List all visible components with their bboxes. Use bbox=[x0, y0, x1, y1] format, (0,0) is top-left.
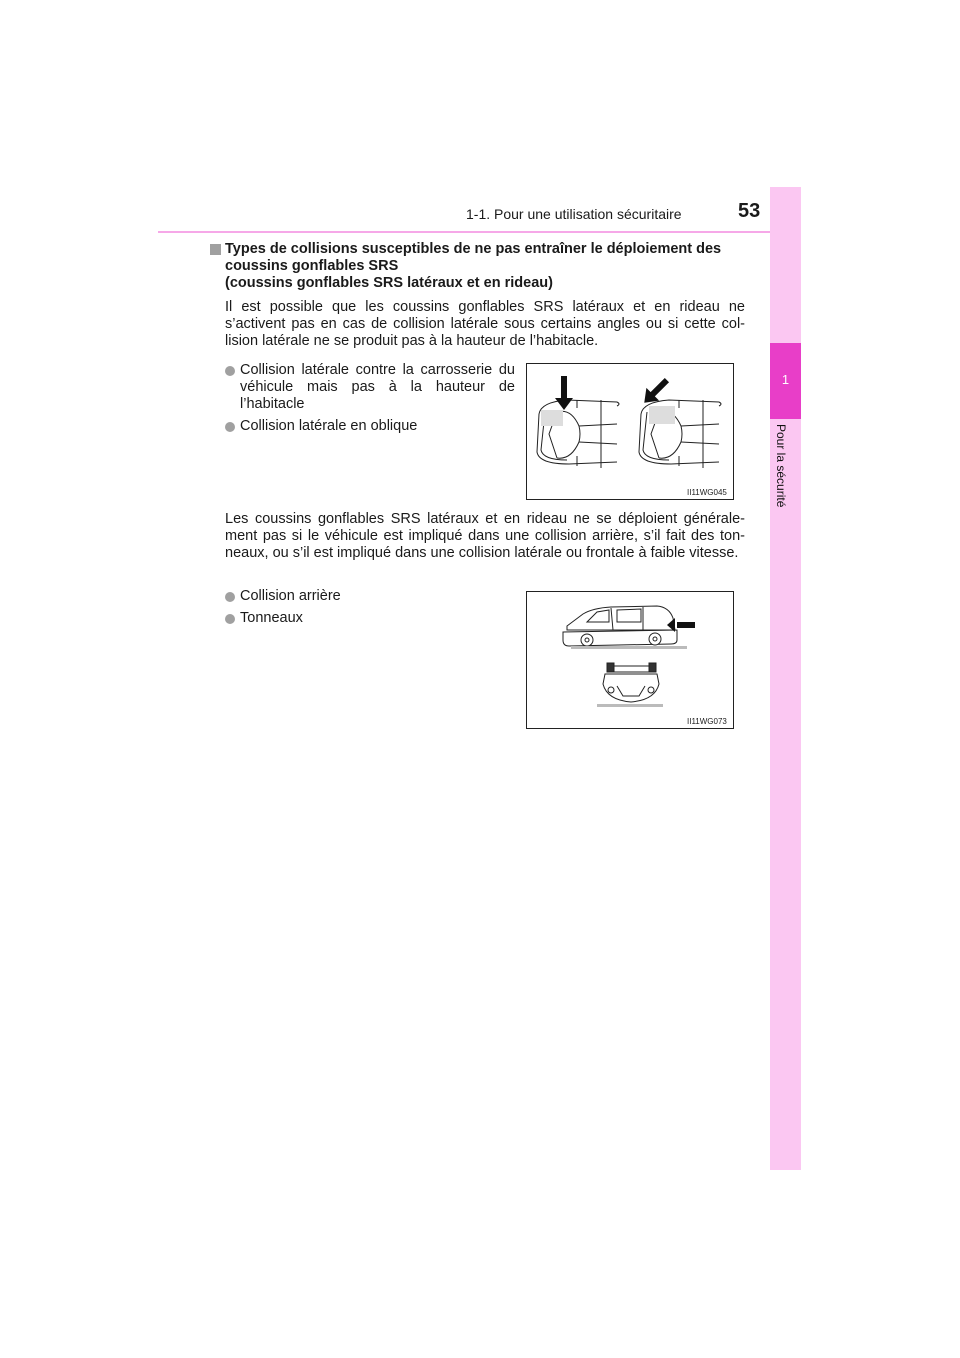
ground-line bbox=[597, 704, 663, 707]
bullet-item: Collision latérale contre la carrosserie du véhicule mais pas à la hauteur de l’habitacle bbox=[240, 362, 515, 412]
chapter-side-tab bbox=[770, 187, 801, 1170]
side-collision-illustration bbox=[527, 364, 733, 499]
section-heading-line: coussins gonflables SRS bbox=[225, 258, 399, 274]
header-rule bbox=[158, 231, 800, 233]
bullet-icon bbox=[225, 422, 235, 432]
bullet-icon bbox=[225, 366, 235, 376]
section-marker-icon bbox=[210, 244, 221, 255]
bullet-item: Collision latérale en oblique bbox=[240, 418, 418, 434]
figure-rear-collision-rollover bbox=[526, 591, 734, 729]
ground-line bbox=[571, 646, 687, 649]
impact-zone bbox=[649, 406, 675, 424]
arrow-left-icon bbox=[677, 622, 695, 628]
figure-code: II11WG045 bbox=[687, 488, 727, 497]
rear-rollover-illustration bbox=[527, 592, 733, 728]
car-rollover-icon bbox=[603, 663, 659, 702]
car-side-view-icon bbox=[563, 606, 677, 646]
section-heading-line: (coussins gonflables SRS latéraux et en rideau) bbox=[225, 275, 553, 291]
impact-zone bbox=[541, 410, 563, 426]
bullet-item: Tonneaux bbox=[240, 610, 303, 626]
arrow-diagonal-icon bbox=[638, 374, 673, 409]
body-paragraph: Les coussins gonflables SRS latéraux et en rideau ne se déploient générale-ment pas si le véhicule est impliqué dans une collision arrière, s’il fait des ton-neaux, ou s’il est impliqué dans une collision latérale ou frontale à faible vitesse. bbox=[225, 511, 745, 561]
bullet-icon bbox=[225, 614, 235, 624]
section-heading bbox=[225, 241, 745, 292]
arrow-down-icon bbox=[555, 398, 573, 410]
bullet-icon bbox=[225, 592, 235, 602]
figure-side-collision bbox=[526, 363, 734, 500]
page-number: 53 bbox=[738, 200, 761, 222]
chapter-number: 1 bbox=[781, 372, 790, 387]
figure-code: II11WG073 bbox=[687, 717, 727, 726]
bullet-item: Collision arrière bbox=[240, 588, 341, 604]
section-heading-line: Types de collisions susceptibles de ne pas entraîner le déploiement des bbox=[225, 241, 722, 257]
intro-paragraph: Il est possible que les coussins gonflables SRS latéraux et en rideau ne s’activent pas en cas de collision latérale sous certains angles ou si cette col-lision latérale ne se produit pas à la hauteur de l’habitacle. bbox=[225, 299, 745, 349]
arrow-down-icon bbox=[561, 376, 567, 400]
header-section-title: 1-1. Pour une utilisation sécuritaire bbox=[466, 206, 682, 222]
chapter-label: Pour la sécurité bbox=[774, 424, 788, 508]
